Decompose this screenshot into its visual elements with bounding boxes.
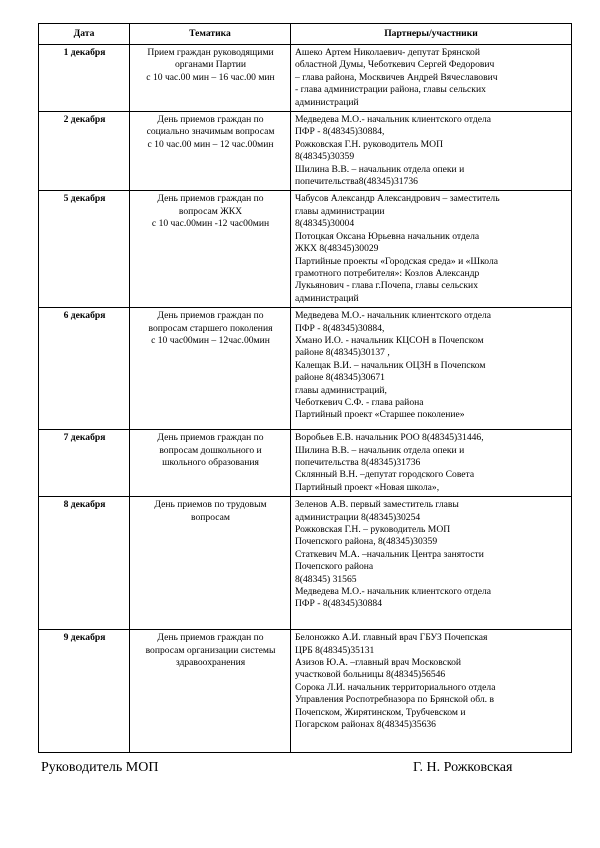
header-topic: Тематика (130, 24, 291, 45)
table-row (39, 191, 572, 308)
partner-line: администраций (295, 292, 359, 304)
partner-line: ЖКХ 8(48345)30029 (295, 243, 379, 255)
row-topic (130, 308, 291, 430)
topic-line: вопросам дошкольного и (159, 444, 262, 456)
partner-line: Калещак В.И. – начальник ОЦЗН в Почепском (295, 359, 486, 371)
row-partners (291, 191, 572, 308)
row-topic (130, 430, 291, 497)
header-date: Дата (39, 24, 130, 45)
row-date: 2 декабря (39, 112, 130, 191)
row-date: 1 декабря (39, 45, 130, 112)
row-partners (291, 45, 572, 112)
topic-line: День приемов по трудовым (154, 499, 267, 511)
partner-line: Статкевич М.А. –начальник Центра занятости (295, 548, 484, 560)
partner-line: участковой больницы 8(48345)56546 (295, 669, 446, 681)
partner-line: Склянный В.Н. –депутат городского Совета (295, 469, 475, 481)
partner-line: Почепском, Жирятинском, Трубчевском и (295, 706, 466, 718)
partner-line: попечительства 8(48345)31736 (295, 456, 421, 468)
row-date: 6 декабря (39, 308, 130, 430)
topic-line: с 10 час.00 мин – 16 час.00 мин (146, 71, 275, 83)
table-row (39, 630, 572, 753)
table-row (39, 45, 572, 112)
partner-line: Погарском районах 8(48345)35636 (295, 719, 436, 730)
topic-line: вопросам старшего поколения (148, 322, 273, 334)
topic-line: с 10 час.00мин -12 час00мин (151, 218, 270, 230)
signature-name: Г. Н. Рожковская (413, 760, 513, 775)
partner-line: Управления Роспотребназора по Брянской обл. в (295, 694, 494, 706)
partner-line: районе 8(48345)30137 , (295, 347, 390, 359)
row-topic (130, 497, 291, 630)
row-date: 8 декабря (39, 497, 130, 630)
row-topic (130, 45, 291, 112)
topic-line: с 10 час00мин – 12час.00мин (151, 334, 270, 346)
topic-line: День приемов граждан по (157, 114, 264, 126)
partner-line: ПФР - 8(48345)30884, (295, 126, 385, 138)
partner-line: Чеботкевич С.Ф. - глава района (295, 396, 424, 408)
row-date: 5 декабря (39, 191, 130, 308)
topic-line: социально значимым вопросам (146, 126, 275, 138)
schedule-table (38, 23, 572, 753)
partner-line: Партийные проекты «Городская среда» и «Школа (295, 255, 498, 267)
partner-line: Медведева М.О.- начальник клиентского отдела (295, 114, 492, 126)
topic-line: школьного образования (162, 456, 259, 468)
partner-line: – глава района, Москвичев Андрей Вячеславович (295, 71, 498, 83)
partner-line: Рожковская Г.Н. руководитель МОП (295, 138, 443, 150)
topic-line: вопросам организации системы (145, 644, 276, 656)
row-partners (291, 630, 572, 753)
header-partners: Партнеры/участники (291, 24, 572, 45)
partner-line: Чабусов Александр Александрович – заместитель (295, 193, 500, 205)
partner-line: Потоцкая Оксана Юрьевна начальник отдела (295, 230, 480, 242)
partner-line: Почепского района (295, 561, 374, 573)
partner-line: Белоножко А.И. главный врач ГБУЗ Почепская (295, 632, 488, 644)
partner-line: Партийный проект «Новая школа», (295, 481, 440, 493)
row-partners (291, 430, 572, 497)
topic-line: День приемов граждан по (157, 310, 264, 322)
row-partners (291, 308, 572, 430)
partner-line: грамотного потребителя»: Козлов Александр (295, 267, 480, 279)
partner-line: Шилина В.В. – начальник отдела опеки и (295, 163, 465, 175)
topic-line: День приемов граждан по (157, 193, 264, 205)
partner-line: Медведева М.О.- начальник клиентского отдела (295, 586, 492, 597)
partner-line: администрации 8(48345)30254 (295, 511, 421, 523)
row-date: 9 декабря (39, 630, 130, 753)
partner-line: ПФР - 8(48345)30884, (295, 322, 385, 334)
table-row (39, 497, 572, 630)
row-partners (291, 112, 572, 191)
partner-line: Ашеко Артем Николаевич- депутат Брянской (295, 47, 480, 58)
topic-line: органами Партии (174, 59, 247, 71)
partner-line: главы администрации (295, 205, 385, 217)
signature-title: Руководитель МОП (41, 760, 159, 775)
topic-line: Прием граждан руководящими (147, 47, 274, 58)
partner-line: Шилина В.В. – начальник отдела опеки и (295, 444, 465, 456)
row-partners (291, 497, 572, 630)
partner-line: Хмано И.О. - начальник КЦСОН в Почепском (295, 334, 484, 346)
partner-line: Воробьев Е.В. начальник РОО 8(48345)31446, (295, 432, 484, 444)
partner-line: районе 8(48345)30671 (295, 372, 385, 384)
row-topic (130, 630, 291, 753)
topic-line: вопросам (191, 511, 230, 523)
partner-line: Почепского района, 8(48345)30359 (295, 536, 438, 548)
partner-line: 8(48345) 31565 (295, 573, 357, 585)
partner-line: Азизов Ю.А. –главный врач Московской (295, 656, 462, 668)
partner-line: Партийный проект «Старшее поколение» (295, 409, 465, 421)
partner-line: областной Думы, Чеботкевич Сергей Федорович (295, 59, 495, 71)
partner-line: 8(48345)30004 (295, 218, 355, 230)
partner-line: 8(48345)30359 (295, 151, 355, 163)
table-row (39, 430, 572, 497)
partner-line: - глава администрации района, главы сельских (295, 84, 486, 96)
partner-line: ЦРБ 8(48345)35131 (295, 644, 375, 656)
topic-line: День приемов граждан по (157, 432, 264, 444)
partner-line: Зеленов А.В. первый заместитель главы (295, 499, 459, 511)
partner-line: Лукьянович - глава г.Почепа, главы сельских (295, 280, 478, 292)
topic-line: вопросам ЖКХ (178, 205, 243, 217)
topic-line: День приемов граждан по (157, 632, 264, 644)
partner-line: попечительства8(48345)31736 (295, 176, 418, 188)
row-topic (130, 112, 291, 191)
row-topic (130, 191, 291, 308)
topic-line: с 10 час.00 мин – 12 час.00мин (147, 138, 274, 150)
partner-line: ПФР - 8(48345)30884 (295, 598, 382, 610)
topic-line: здравоохранения (175, 656, 246, 668)
partner-line: главы администраций, (295, 384, 387, 396)
schedule-body (39, 45, 572, 753)
partner-line: Сорока Л.И. начальник территориального отдела (295, 681, 496, 693)
table-row (39, 308, 572, 430)
partner-line: администраций (295, 96, 359, 108)
partner-line: Медведева М.О.- начальник клиентского отдела (295, 310, 492, 322)
partner-line: Рожковская Г.Н. – руководитель МОП (295, 523, 451, 535)
table-row (39, 112, 572, 191)
row-date: 7 декабря (39, 430, 130, 497)
header-row (39, 24, 572, 45)
